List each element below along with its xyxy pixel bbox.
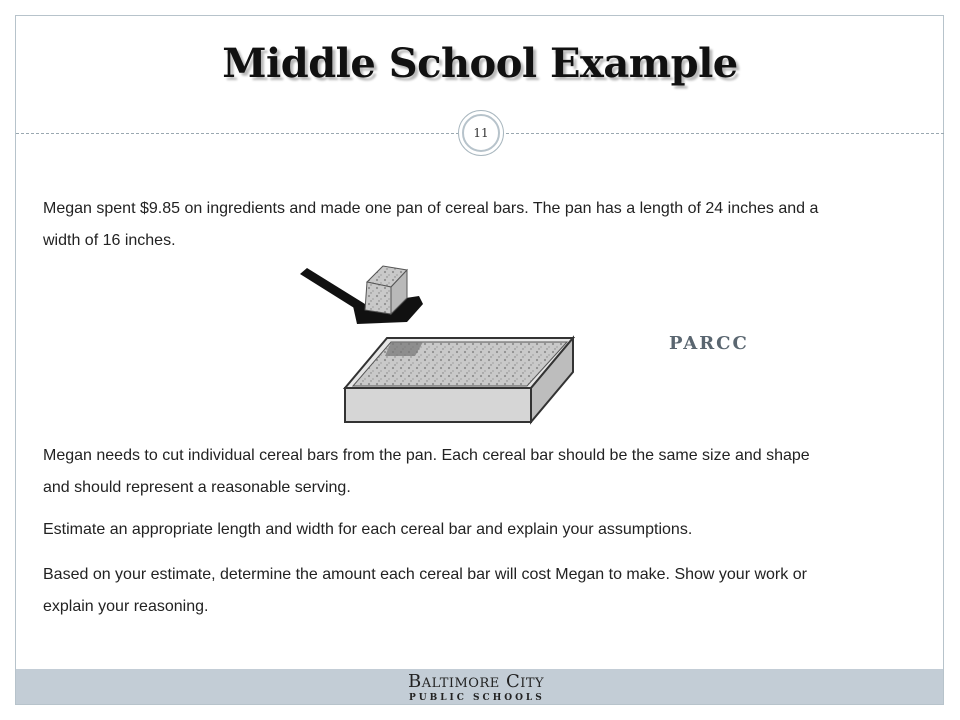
problem-paragraph-4: Based on your estimate, determine the amount each cereal bar will cost Megan to make. Show your work or explain your reasoning. xyxy=(43,566,807,615)
problem-paragraph-1: Megan spent $9.85 on ingredients and made one pan of cereal bars. The pan has a length of 24 inches and a width of 16 inches. xyxy=(43,200,819,249)
baking-pan xyxy=(345,338,573,422)
slide-title: Middle School Example xyxy=(222,40,738,87)
logo-line-1: Baltimore City xyxy=(408,671,545,692)
page-number: 11 xyxy=(462,114,500,152)
logo-line-2: PUBLIC SCHOOLS xyxy=(409,693,545,703)
cereal-bar-pan-illustration xyxy=(295,262,585,430)
page-number-badge xyxy=(458,110,504,156)
problem-paragraph-2: Megan needs to cut individual cereal bars from the pan. Each cereal bar should be the same size and shape and should represent a reasonable serving. xyxy=(43,447,810,496)
problem-paragraph-3: Estimate an appropriate length and width for each cereal bar and explain your assumptions. xyxy=(43,521,693,538)
spatula-handle xyxy=(300,268,365,311)
source-label: PARCC xyxy=(669,333,749,354)
school-logo xyxy=(408,669,568,704)
